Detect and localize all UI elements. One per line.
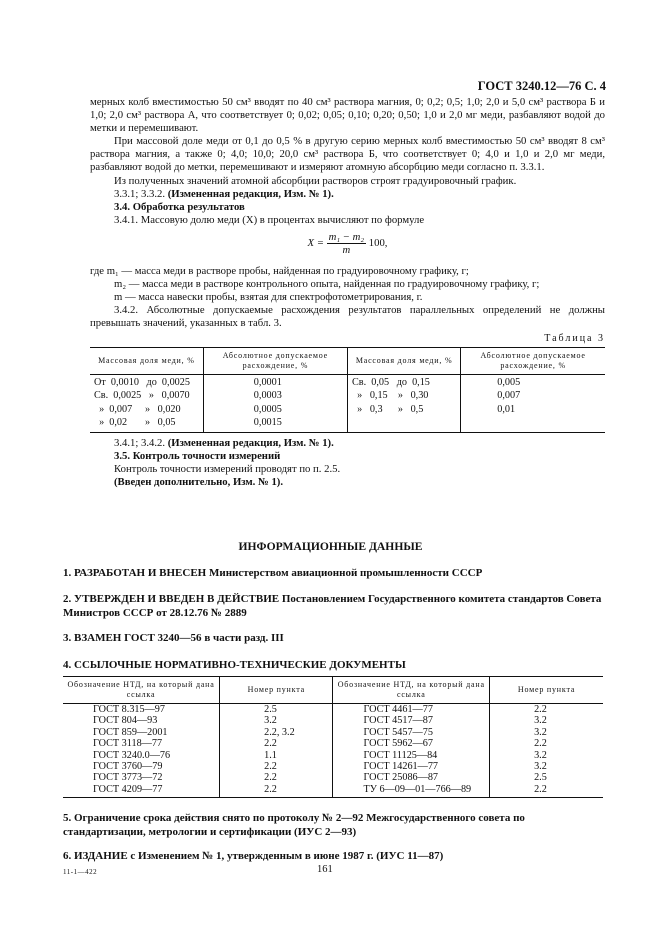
table3-cell: » 0,3 » 0,5 <box>347 402 460 416</box>
table3-cell: 0,0015 <box>203 415 347 432</box>
info-item-2 <box>63 592 603 620</box>
paragraph-7: 3.4.2. Абсолютные допускаемые расхождения результатов параллельных определений не должны превышать значений, указанных в табл. 3. <box>90 304 605 330</box>
table4-cell: 2.2 <box>220 761 333 772</box>
table-3 <box>90 347 605 433</box>
table4-cell: 2.2 <box>534 738 547 750</box>
table4-cell: 2.2 <box>534 704 547 715</box>
table4-cell: ГОСТ 804—93 <box>63 715 220 726</box>
paragraph-1: мерных колб вместимостью 50 см³ вводят по 40 см³ раствора магния, 0; 0,2; 0,5; 1,0; 2,0 и 5,0 см³ раствора Б и 1,0; 2,0 см³ раствора А, что соответствует 0; 0,02; 0,05; 0,10; 0,20; 0,50; 1,0 и 2,0 мг меди, разбавляют водой до метки и перемешивают. <box>90 96 605 135</box>
table4-cell: 3.2 <box>220 715 333 726</box>
table4-row <box>63 761 603 772</box>
table4-cell: ГОСТ 5962—67 <box>333 738 490 749</box>
table4-row <box>63 704 603 716</box>
info-item-text: Межгосударственного совета по стандартизации, метрологии и сертификации (ИУС 2—93) <box>63 812 525 838</box>
revision-note: (Измененная редакция, Изм. № 1). <box>167 436 334 449</box>
table4-row <box>63 784 603 798</box>
table4-cell: 2.5 <box>220 704 333 716</box>
info-item-1 <box>63 566 603 580</box>
table4-cell: 1.1 <box>220 750 333 761</box>
table4-header: Номер пункта <box>220 677 333 704</box>
table3-cell: 0,0001 <box>203 374 347 388</box>
clause-ref: 3.3.1; 3.3.2. <box>114 187 166 200</box>
table4-cell: ГОСТ 8.315—97 <box>63 704 220 716</box>
table3-cell <box>347 415 460 432</box>
paragraph-10: Контроль точности измерений проводят по п. 2.5. <box>114 462 341 475</box>
table4-cell: 2.5 <box>534 772 547 784</box>
page-number: 161 <box>317 864 333 875</box>
formula <box>90 231 605 261</box>
page-header: ГОСТ 3240.12—76 С. 4 <box>477 79 606 93</box>
table4-cell: ГОСТ 3240.0—76 <box>63 750 220 761</box>
table3-cell: 0,0003 <box>203 388 347 402</box>
table4-row <box>63 772 603 783</box>
table3-cell: » 0,007 » 0,020 <box>90 402 203 416</box>
footer-code: 11-1—422 <box>63 868 98 876</box>
table4-cell: 3.2 <box>534 726 547 738</box>
table-referenced-docs <box>63 676 603 798</box>
table3-cell: Св. 0,0025 » 0,0070 <box>90 388 203 402</box>
clause-ref: 3.4.1; 3.4.2. <box>114 436 166 449</box>
table4-cell: ГОСТ 11125—84 <box>333 750 490 761</box>
table4-cell: 3.2 <box>534 761 547 773</box>
table4-cell: ГОСТ 3118—77 <box>63 738 220 749</box>
table4-row <box>63 738 603 749</box>
info-item-label: 5. Ограничение срока действия снято по протоколу № 2—92 <box>63 812 364 824</box>
table4-cell: ГОСТ 4209—77 <box>63 784 220 798</box>
info-item-label: 2. УТВЕРЖДЕН И ВВЕДЕН В ДЕЙСТВИЕ <box>63 593 280 605</box>
table4-cell: 2.2, 3.2 <box>220 727 333 738</box>
table3-header: Массовая доля меди, % <box>347 347 460 374</box>
paragraph-3: Из полученных значений атомной абсорбции растворов строят градуировочный график. <box>114 174 517 187</box>
info-title: ИНФОРМАЦИОННЫЕ ДАННЫЕ <box>238 540 423 553</box>
table4-cell: ГОСТ 14261—77 <box>333 761 490 772</box>
info-item-text: Постановлением Государственного комитета стандартов Совета Министров СССР от 28.12.76 № 2889 <box>63 593 602 619</box>
formula-multiplier: 100, <box>368 236 388 249</box>
section-heading-3-4: 3.4. Обработка результатов <box>114 200 245 213</box>
where-line-3: m — масса навески пробы, взятая для спектрофотометрирования, г. <box>114 291 423 304</box>
info-item-4: 4. ССЫЛОЧНЫЕ НОРМАТИВНО-ТЕХНИЧЕСКИЕ ДОКУМЕНТЫ <box>63 659 406 671</box>
paragraph-2: При массовой доле меди от 0,1 до 0,5 % в другую серию мерных колб вместимостью 50 см³ вводят 8 см³ раствора магния, а также 0; 4,0; 10,0; 20,0 см³ раствора Б, что соответствует 0; 4,0 и 1,0 и 2,0 мг меди, разбавляют водой до метки, перемешивают и измеряют атомную абсорбцию меди согласно п. 3.3.1. <box>90 135 605 174</box>
table3-cell: 0,0005 <box>203 402 347 416</box>
info-item-text: Министерством авиационной промышленности СССР <box>208 567 483 579</box>
table3-row <box>90 402 605 416</box>
table3-cell: 0,01 <box>497 403 516 415</box>
document-body <box>90 96 605 489</box>
info-item-3 <box>63 631 603 645</box>
table4-cell: 3.2 <box>534 715 547 727</box>
paragraph-6: 3.4.1. Массовую долю меди (X) в процентах вычисляют по формуле <box>114 213 425 226</box>
table4-cell: ГОСТ 4517—87 <box>333 715 490 726</box>
table3-header: Массовая доля меди, % <box>90 347 203 374</box>
table4-header: Обозначение НТД, на который дана ссылка <box>333 677 490 704</box>
table4-cell: ГОСТ 3760—79 <box>63 761 220 772</box>
table3-cell: » 0,15 » 0,30 <box>347 388 460 402</box>
table3-cell: 0,005 <box>497 376 521 388</box>
section-heading-3-5: 3.5. Контроль точности измерений <box>114 449 281 462</box>
table4-header: Номер пункта <box>490 677 603 704</box>
table3-row <box>90 388 605 402</box>
table4-cell: ГОСТ 859—2001 <box>63 727 220 738</box>
table3-caption: Таблица 3 <box>544 333 605 345</box>
info-item-label: 1. РАЗРАБОТАН И ВНЕСЕН <box>63 567 207 579</box>
table3-row <box>90 415 605 432</box>
paragraph-11: (Введен дополнительно, Изм. № 1). <box>114 475 284 488</box>
info-item-label: 3. ВЗАМЕН ГОСТ 3240—56 <box>63 632 202 644</box>
table4-cell: 2.2 <box>220 784 333 798</box>
table4-cell: ГОСТ 4461—77 <box>333 704 490 716</box>
table4-header: Обозначение НТД, на который дана ссылка <box>63 677 220 704</box>
table4-cell: 3.2 <box>534 749 547 761</box>
where-line-2: m₂ — масса меди в растворе контрольного опыта, найденная по градуировочному графику, г; <box>114 278 540 291</box>
formula-fraction <box>327 231 366 256</box>
paragraph-4 <box>90 188 605 201</box>
where-line-1: где m₁ — масса меди в растворе пробы, найденная по градуировочному графику, г; <box>90 264 469 277</box>
revision-note: (Измененная редакция, Изм. № 1). <box>167 187 334 200</box>
table3-cell <box>461 415 605 432</box>
formula-denominator: m <box>342 243 351 256</box>
table3-cell: От 0,0010 до 0,0025 <box>90 374 203 388</box>
info-item-5 <box>63 811 603 839</box>
table4-row <box>63 715 603 726</box>
table3-header: Абсолютное допускаемое расхождение, % <box>203 347 347 374</box>
table4-cell: 2.2 <box>220 738 333 749</box>
table3-row <box>90 374 605 388</box>
formula-numerator: m₁ − m₂ <box>328 230 365 243</box>
table4-cell: ГОСТ 5457—75 <box>333 727 490 738</box>
table4-cell: ГОСТ 25086—87 <box>333 772 490 783</box>
info-item-6: 6. ИЗДАНИЕ с Изменением № 1, утвержденным в июне 1987 г. (ИУС 11—87) <box>63 850 444 862</box>
info-item-text: в части разд. III <box>204 632 284 644</box>
formula-lhs: X = <box>307 236 324 249</box>
table4-cell: ТУ 6—09—01—766—89 <box>333 784 490 798</box>
paragraph-8 <box>90 437 605 450</box>
table4-cell: 2.2 <box>220 772 333 783</box>
table3-cell: » 0,02 » 0,05 <box>90 415 203 432</box>
table4-row <box>63 727 603 738</box>
table3-cell: 0,007 <box>497 390 521 401</box>
table3-cell: Св. 0,05 до 0,15 <box>347 374 460 388</box>
table4-cell: ГОСТ 3773—72 <box>63 772 220 783</box>
table4-cell: 2.2 <box>490 784 603 798</box>
table3-header: Абсолютное допускаемое расхождение, % <box>461 347 605 374</box>
table4-row <box>63 750 603 761</box>
